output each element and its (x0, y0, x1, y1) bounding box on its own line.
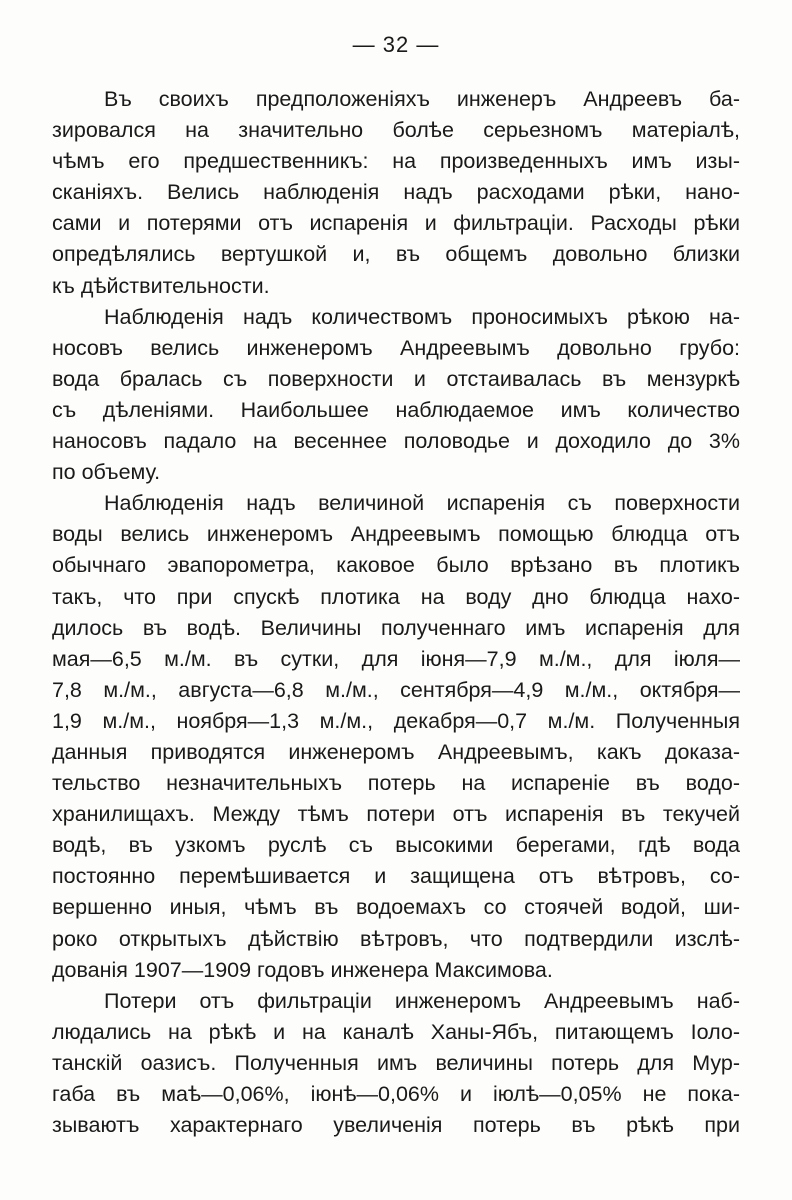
text-line: данныя приводятся инженеромъ Андреевымъ, какъ доказа- (52, 739, 740, 764)
text-line: мая—6,5 м./м. въ сутки, для іюня—7,9 м./м., для іюля— (52, 646, 740, 671)
text-line: сами и потерями отъ испаренія и фильтраціи. Расходы рѣки (52, 211, 740, 236)
text-line: вершенно иныя, чѣмъ въ водоемахъ со стоячей водой, ши- (52, 895, 740, 920)
text-line: дилось въ водѣ. Величины полученнаго имъ испаренія для (52, 615, 740, 640)
text-line: зываютъ характернаго увеличенія потерь въ рѣкѣ при (52, 1113, 740, 1138)
text-line: наносовъ падало на весеннее половодье и доходило до 3% (52, 429, 740, 454)
text-line: 1,9 м./м., ноября—1,3 м./м., декабря—0,7 м./м. Полученныя (52, 708, 740, 733)
text-line: чѣмъ его предшественникъ: на произведенныхъ имъ изы- (52, 149, 740, 174)
text-line: роко открытыхъ дѣйствію вѣтровъ, что подтвердили изслѣ- (52, 926, 740, 951)
text-line: Наблюденія надъ количествомъ проносимыхъ рѣкою на- (104, 304, 740, 329)
text-line: тельство незначительныхъ потерь на испареніе въ водо- (52, 771, 740, 796)
page-number: — 32 — (352, 32, 440, 57)
text-line: Въ своихъ предположеніяхъ инженеръ Андреевъ ба- (104, 87, 740, 111)
text-line: танскій оазисъ. Полученныя имъ величины потерь для Мур- (52, 1050, 740, 1075)
text-line: Наблюденія надъ величиной испаренія съ поверхности (104, 491, 740, 516)
text-line: Потери отъ фильтраціи инженеромъ Андреевымъ наб- (104, 988, 740, 1013)
text-line: хранилищахъ. Между тѣмъ потери отъ испаренія въ текучей (52, 802, 740, 827)
body-text (52, 84, 740, 1141)
text-line: носовъ велись инженеромъ Андреевымъ довольно грубо: (52, 335, 740, 360)
text-line: воды велись инженеромъ Андреевымъ помощью блюдца отъ (52, 522, 740, 547)
text-line: людались на рѣкѣ и на каналѣ Ханы-Ябъ, питающемъ Іоло- (52, 1019, 740, 1044)
text-line: такъ, что при спускѣ плотика на воду дно блюдца нахо- (52, 584, 740, 609)
text-line: 7,8 м./м., августа—6,8 м./м., сентября—4,9 м./м., октября— (52, 677, 740, 702)
text-line: къ дѣйствительности. (52, 273, 270, 298)
text-line: сканіяхъ. Велись наблюденія надъ расходами рѣки, нано- (52, 180, 740, 205)
text-line: вода бралась съ поверхности и отстаивалась въ мензуркѣ (52, 366, 740, 391)
text-line: съ дѣленіями. Наибольшее наблюдаемое имъ количество (52, 397, 740, 422)
text-line: постоянно перемѣшивается и защищена отъ вѣтровъ, со- (52, 864, 740, 889)
text-line: обычнаго эвапорометра, каковое было врѣзано въ плотикъ (52, 553, 740, 578)
text-line: габа въ маѣ—0,06%, іюнѣ—0,06% и іюлѣ—0,05% не пока- (52, 1082, 740, 1106)
text-line: зировался на значительно болѣе серьезномъ матеріалѣ, (52, 118, 740, 143)
text-line: водѣ, въ узкомъ руслѣ съ высокими берегами, гдѣ вода (52, 833, 740, 858)
text-line: опредѣлялись вертушкой и, въ общемъ довольно близки (52, 242, 740, 267)
text-line: дованія 1907—1909 годовъ инженера Максимова. (52, 957, 553, 982)
text-line: по объему. (52, 460, 161, 485)
